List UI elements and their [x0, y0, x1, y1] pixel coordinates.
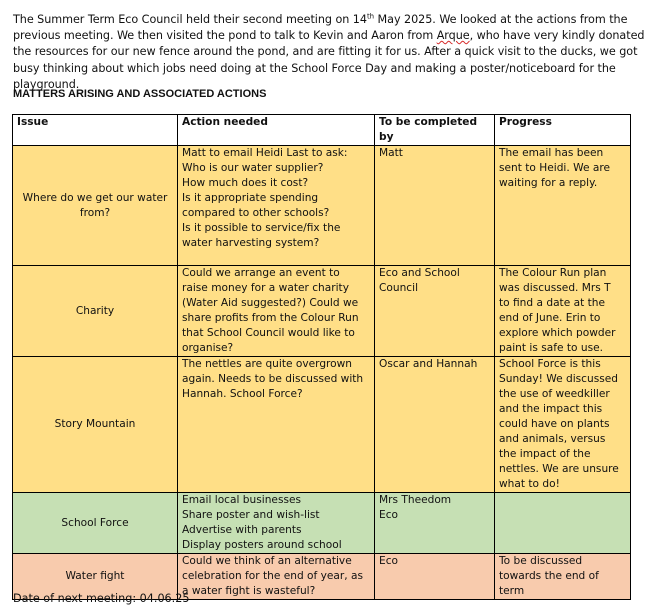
action-cell [178, 357, 375, 493]
action-cell [178, 146, 375, 266]
by-cell [375, 146, 495, 266]
by-line: Council [379, 282, 419, 294]
progress-cell [495, 554, 631, 600]
issue-cell: Water fight [13, 554, 178, 600]
header-progress: Progress [495, 115, 631, 146]
progress-line: was discussed. Mrs T [499, 282, 611, 294]
progress-line: nettles. We are unsure [499, 463, 619, 475]
action-line: that School Council would like to [182, 327, 355, 339]
action-line: share profits from the Colour Run [182, 312, 359, 324]
issue-cell: Where do we get our water from? [13, 146, 178, 266]
progress-cell [495, 146, 631, 266]
action-line: celebration for the end of year, as [182, 570, 364, 582]
action-line: Matt to email Heidi Last to ask: [182, 147, 348, 159]
action-line: a water fight is wasteful? [182, 585, 316, 597]
by-line: Matt [379, 147, 403, 159]
by-line: Eco [379, 555, 398, 567]
table-row [13, 493, 631, 554]
progress-line: waiting for a reply. [499, 177, 598, 189]
action-line: Could we arrange an event to [182, 267, 340, 279]
action-line: raise money for a water charity [182, 282, 349, 294]
progress-line: the use of weedkiller [499, 388, 610, 400]
intro-text-end: , who have very kindly donated the resources for our new fence around the pond, and are fitting it for us. After a quick visit to the ducks, we got busy thinking about which jobs need doing at the School Force Day and making a poster/noticeboard for the playground. [13, 29, 645, 91]
progress-cell [495, 266, 631, 357]
action-line: (Water Aid suggested?) Could we [182, 297, 359, 309]
intro-paragraph [13, 12, 645, 93]
progress-cell [495, 493, 631, 554]
intro-text-middle: May 2025. We looked at the actions from the previous meeting. We then visited the pond to talk to Kevin and Aaron from [13, 13, 628, 43]
section-heading: MATTERS ARISING AND ASSOCIATED ACTIONS [13, 88, 267, 100]
table-row [13, 146, 631, 266]
action-line: Who is our water supplier? [182, 162, 324, 174]
action-line: The nettles are quite overgrown [182, 358, 353, 370]
progress-line: To be discussed [499, 555, 583, 567]
misspelled-word[interactable]: Arque [436, 29, 470, 43]
action-line: Display posters around school [182, 539, 342, 551]
action-line: organise? [182, 342, 234, 354]
progress-line: School Force is this [499, 358, 601, 370]
progress-line: Sunday! We discussed [499, 373, 618, 385]
table-body [13, 146, 631, 600]
progress-cell [495, 357, 631, 493]
action-cell [178, 554, 375, 600]
progress-line: towards the end of [499, 570, 599, 582]
action-line: How much does it cost? [182, 177, 309, 189]
header-completed-by: To be completed by [375, 115, 495, 146]
action-line: Could we think of an alternative [182, 555, 352, 567]
progress-line: and animals, versus [499, 433, 606, 445]
progress-line: the impact of the [499, 448, 591, 460]
progress-line: and the impact this [499, 403, 603, 415]
table-row [13, 266, 631, 357]
action-line: Share poster and wish-list [182, 509, 320, 521]
progress-line: The Colour Run plan [499, 267, 607, 279]
ordinal-suffix: th [366, 12, 375, 21]
action-cell [178, 266, 375, 357]
action-line: Hannah. School Force? [182, 388, 303, 400]
action-line: Advertise with parents [182, 524, 302, 536]
issue-cell: Charity [13, 266, 178, 357]
by-cell [375, 554, 495, 600]
issue-cell: School Force [13, 493, 178, 554]
progress-line: explore which powder [499, 327, 616, 339]
progress-line: could have on plants [499, 418, 610, 430]
action-line: Is it possible to service/fix the [182, 222, 341, 234]
by-line: Eco [379, 509, 398, 521]
table-row [13, 357, 631, 493]
by-cell [375, 493, 495, 554]
action-line: Email local businesses [182, 494, 302, 506]
progress-line: term [499, 585, 525, 597]
action-cell [178, 493, 375, 554]
by-line: Mrs Theedom [379, 494, 452, 506]
by-line: Eco and School [379, 267, 460, 279]
by-cell [375, 357, 495, 493]
by-cell [375, 266, 495, 357]
progress-line: what to do! [499, 478, 560, 490]
next-meeting-date: Date of next meeting: 04.06.25 [13, 592, 190, 605]
action-line: again. Needs to be discussed with [182, 373, 364, 385]
progress-line: to find a date at the [499, 297, 605, 309]
progress-line: sent to Heidi. We are [499, 162, 610, 174]
table-header-row [13, 115, 631, 146]
progress-line: The email has been [499, 147, 604, 159]
issue-cell: Story Mountain [13, 357, 178, 493]
action-line: Is it appropriate spending [182, 192, 319, 204]
action-line: compared to other schools? [182, 207, 330, 219]
actions-table [12, 114, 631, 600]
intro-text-start: The Summer Term Eco Council held their second meeting on 14 [13, 13, 367, 26]
progress-line: paint is safe to use. [499, 342, 603, 354]
header-issue: Issue [13, 115, 178, 146]
progress-line: end of June. Erin to [499, 312, 601, 324]
action-line: water harvesting system? [182, 237, 320, 249]
header-action-needed: Action needed [178, 115, 375, 146]
by-line: Oscar and Hannah [379, 358, 478, 370]
